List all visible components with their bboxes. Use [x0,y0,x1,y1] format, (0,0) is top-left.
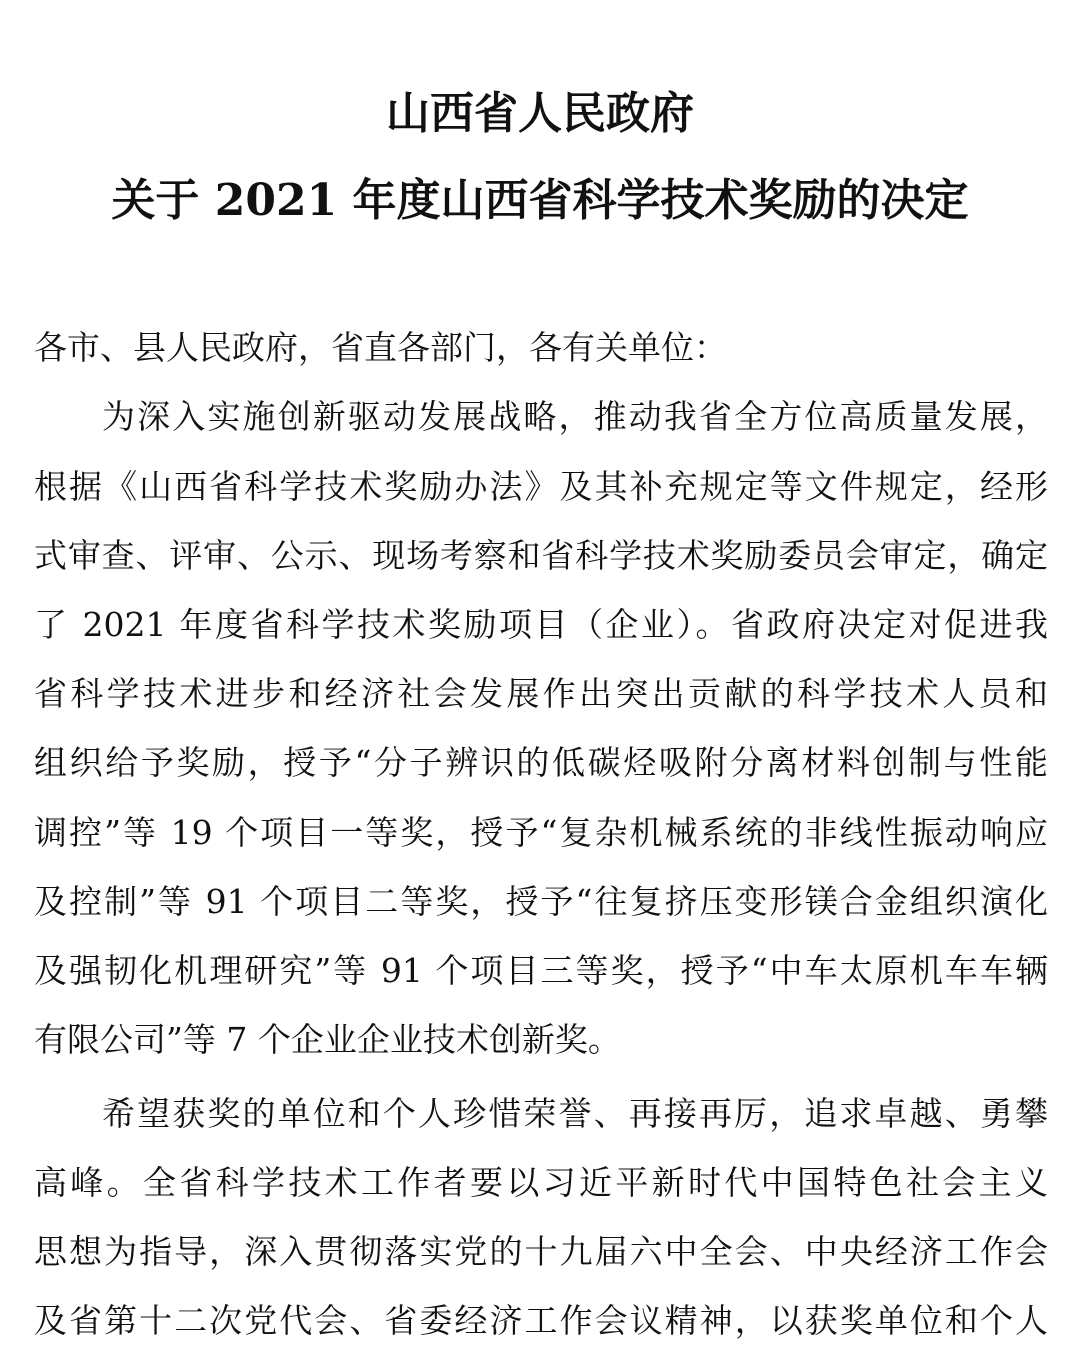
paragraph-1-line: 了 2021 年度省科学技术奖励项目（企业）。省政府决定对促进我 [34,605,1048,644]
paragraph-2-line: 高峰。全省科学技术工作者要以习近平新时代中国特色社会主义 [34,1163,1048,1202]
paragraph-1-line: 组织给予奖励，授予“分子辨识的低碳烃吸附分离材料创制与性能 [34,743,1048,782]
paragraph-1-line: 根据《山西省科学技术奖励办法》及其补充规定等文件规定，经形 [34,467,1048,506]
paragraph-2-line: 希望获奖的单位和个人珍惜荣誉、再接再厉，追求卓越、勇攀 [102,1094,1048,1133]
paragraph-1-line: 及强韧化机理研究”等 91 个项目三等奖，授予“中车太原机车车辆 [34,951,1048,990]
paragraph-1-line: 有限公司”等 7 个企业企业技术创新奖。 [34,1020,621,1059]
paragraph-1-line: 式审查、评审、公示、现场考察和省科学技术奖励委员会审定，确定 [34,536,1048,575]
paragraph-1-line: 为深入实施创新驱动发展战略，推动我省全方位高质量发展， [102,397,1048,436]
salutation: 各市、县人民政府，省直各部门，各有关单位： [34,328,727,367]
paragraph-1-line: 省科学技术进步和经济社会发展作出突出贡献的科学技术人员和 [34,674,1048,713]
document-title-line-1: 山西省人民政府 [386,88,694,139]
paragraph-1-line: 调控”等 19 个项目一等奖，授予“复杂机械系统的非线性振动响应 [34,813,1048,852]
paragraph-2-line: 及省第十二次党代会、省委经济工作会议精神，以获奖单位和个人 [34,1301,1048,1340]
paragraph-2-line: 思想为指导，深入贯彻落实党的十九届六中全会、中央经济工作会 [34,1232,1048,1271]
paragraph-1-line: 及控制”等 91 个项目二等奖，授予“往复挤压变形镁合金组织演化 [34,882,1048,921]
document-title-line-2: 关于 2021 年度山西省科学技术奖励的决定 [111,175,969,226]
